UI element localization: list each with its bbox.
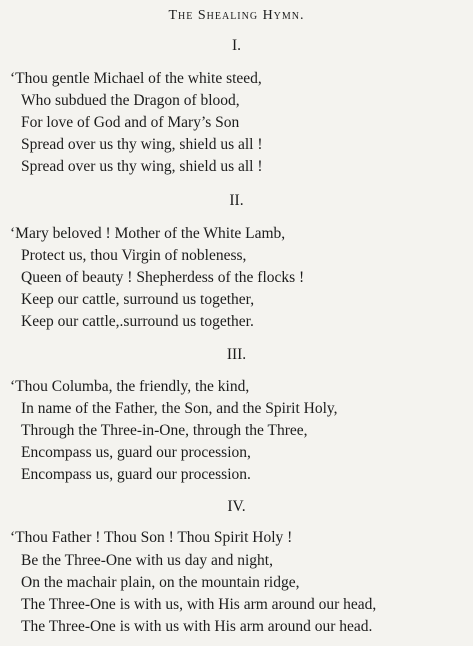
stanza-1-line-5: Spread over us thy wing, shield us all ! [21, 158, 263, 175]
stanza-4-numeral: IV. [227, 498, 246, 515]
stanza-3-numeral: III. [226, 346, 247, 363]
stanza-2-line-3: Queen of beauty ! Shepherdess of the flocks ! [21, 269, 305, 286]
stanza-2-line-5: Keep our cattle,.surround us together. [21, 313, 254, 330]
stanza-3-line-5: Encompass us, guard our procession. [21, 466, 251, 483]
stanza-2-line-4: Keep our cattle, surround us together, [21, 291, 255, 308]
stanza-2-line-1: ‘Mary beloved ! Mother of the White Lamb, [10, 225, 286, 242]
stanza-1-line-3: For love of God and of Mary’s Son [21, 114, 240, 131]
stanza-2-line-2: Protect us, thou Virgin of nobleness, [21, 247, 247, 264]
stanza-4-line-4: The Three-One is with us, with His arm around our head, [21, 596, 377, 613]
stanza-3-line-3: Through the Three-in-One, through the Three, [21, 422, 308, 439]
stanza-3-line-4: Encompass us, guard our procession, [21, 444, 251, 461]
stanza-3-line-2: In name of the Father, the Son, and the Spirit Holy, [21, 400, 338, 417]
stanza-1-line-1: ‘Thou gentle Michael of the white steed, [10, 70, 262, 87]
stanza-2-numeral: II. [229, 192, 244, 209]
stanza-4-line-1: ‘Thou Father ! Thou Son ! Thou Spirit Holy ! [10, 529, 293, 546]
stanza-1-numeral: I. [231, 37, 242, 54]
stanza-1-line-4: Spread over us thy wing, shield us all ! [21, 136, 263, 153]
hymn-title: The Shealing Hymn. [168, 8, 305, 23]
stanza-3-line-1: ‘Thou Columba, the friendly, the kind, [10, 378, 250, 395]
stanza-4-line-2: Be the Three-One with us day and night, [21, 552, 273, 569]
stanza-4-line-5: The Three-One is with us with His arm around our head. [21, 618, 373, 635]
stanza-1-line-2: Who subdued the Dragon of blood, [21, 92, 240, 109]
stanza-4-line-3: On the machair plain, on the mountain ridge, [21, 574, 300, 591]
